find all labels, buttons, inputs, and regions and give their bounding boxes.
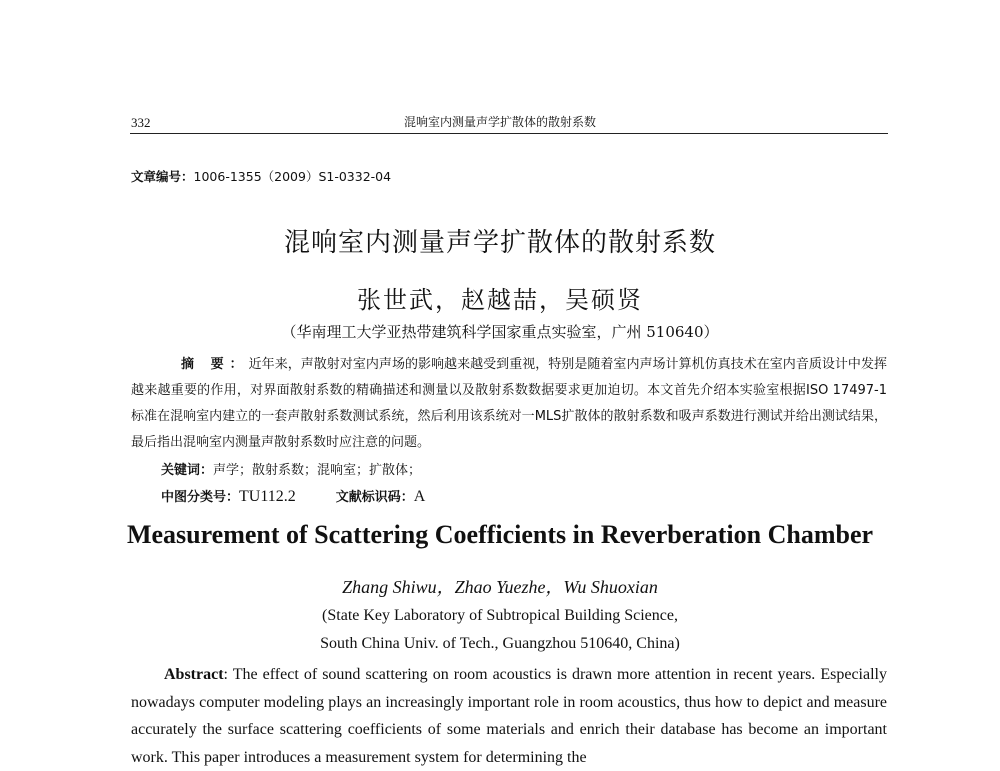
title-chinese: 混响室内测量声学扩散体的散射系数 xyxy=(283,228,716,258)
keywords-chinese xyxy=(161,459,421,478)
title-english: Measurement of Scattering Coefficients in Reverberation Chamber xyxy=(126,520,874,549)
abstract-chinese xyxy=(131,352,887,456)
class-number-value: TU112.2 xyxy=(239,488,296,505)
affiliation-english-line2: South China Univ. of Tech., Guangzhou 510640, China) xyxy=(320,635,680,652)
abstract-english-text: : The effect of sound scattering on room acoustics is drawn more attention in recent years. Especially nowadays computer modeling plays an increasingly important role in room acoustics, thus how to depict and measure accurately the surface scattering coefficients of some materials and enrich their database has become an important work. This paper introduces a measurement system for determining the xyxy=(131,666,887,766)
page-number: 332 xyxy=(131,115,151,130)
abstract-english xyxy=(131,661,887,771)
keywords-label: 关键词： xyxy=(161,463,214,478)
authors-chinese: 张世武，赵越喆，吴硕贤 xyxy=(357,286,643,314)
article-id-value: 1006-1355（2009）S1-0332-04 xyxy=(193,169,392,184)
article-id-label: 文章编号： xyxy=(131,169,194,184)
abstract-chinese-label: 摘 要： xyxy=(181,357,249,372)
abstract-english-label: Abstract xyxy=(164,666,224,683)
doc-code-value: A xyxy=(413,488,426,505)
running-title: 混响室内测量声学扩散体的散射系数 xyxy=(403,115,596,129)
affiliation-english-line1: (State Key Laboratory of Subtropical Building Science, xyxy=(322,607,678,624)
classification-row xyxy=(161,486,425,506)
abstract-chinese-text: 近年来，声散射对室内声场的影响越来越受到重视，特别是随着室内声场计算机仿真技术在室内音质设计中发挥越来越重要的作用，对界面散射系数的精确描述和测量以及散射系数数据要求更加迫切。本文首先介绍本实验室根据ISO 17497-1标准在混响室内建立的一套声散射系数测试系统，然后利用该系统对一MLS扩散体的散射系数和吸声系数进行测试并给出测试结果，最后指出混响室内测量声散射系数时应注意的问题。 xyxy=(131,357,887,450)
class-number-label: 中图分类号： xyxy=(161,490,240,505)
keywords-text: 声学；散射系数；混响室；扩散体； xyxy=(213,463,422,478)
article-id xyxy=(131,167,391,185)
affiliation-chinese: （华南理工大学亚热带建筑科学国家重点实验室，广州 510640） xyxy=(281,323,719,341)
doc-code-label: 文献标识码： xyxy=(335,490,414,505)
header-rule xyxy=(130,133,888,134)
authors-english: Zhang Shiwu，Zhao Yuezhe，Wu Shuoxian xyxy=(342,577,658,597)
